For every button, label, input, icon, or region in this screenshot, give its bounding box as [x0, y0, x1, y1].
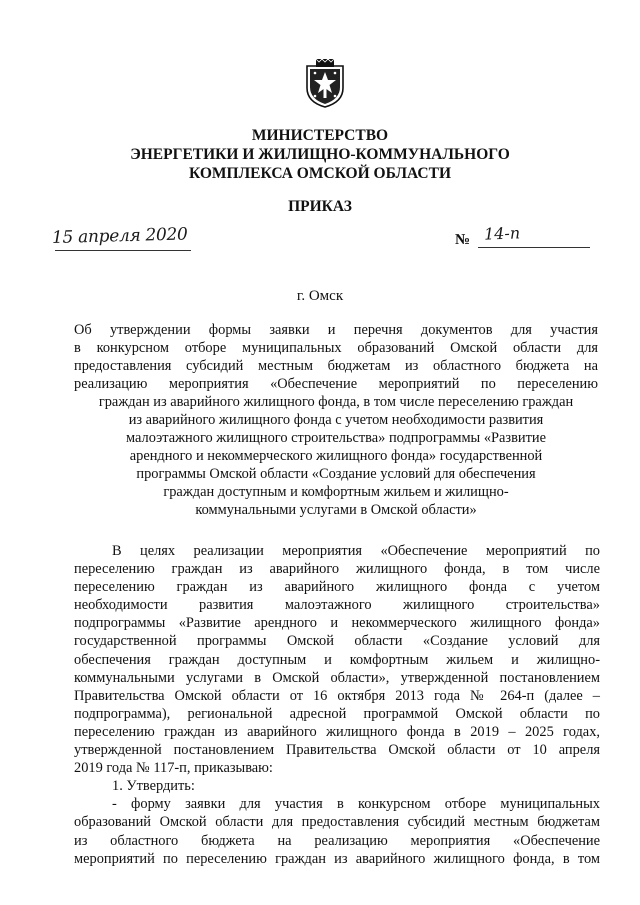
body-line: 1. Утвердить: — [112, 778, 195, 795]
subject-line: коммунальными услугами в Омской области» — [195, 502, 477, 518]
subject-line: реализацию мероприятия «Обеспечение мероприятий по переселению — [74, 376, 598, 392]
ministry-line: ЭНЕРГЕТИКИ И ЖИЛИЩНО-КОММУНАЛЬНОГО — [130, 146, 510, 163]
body-line: утвержденной постановлением Правительства Омской области от 10 апреля — [74, 742, 600, 759]
date-underline — [55, 250, 191, 251]
body-line: Правительства Омской области от 16 октября 2013 года № 264-п (далее – — [74, 687, 600, 704]
body-line: В целях реализации мероприятия «Обеспечение мероприятий по — [112, 543, 600, 559]
subject-line: предоставления субсидий местным бюджетам из областного бюджета на — [74, 358, 598, 374]
body-line: - форму заявки для участия в конкурсном отборе муниципальных — [112, 796, 600, 813]
body-line: из областного бюджета на реализацию мероприятия «Обеспечение — [74, 832, 600, 849]
order-date: 15 апреля 2020 — [51, 224, 188, 248]
body-line: коммунальными услугами в Омской области», утвержденной постановлением — [74, 669, 600, 686]
document-type: ПРИКАЗ — [288, 198, 352, 215]
number-sign: № — [455, 232, 471, 248]
subject-line: Об утверждении формы заявки и перечня документов для участия — [74, 322, 598, 338]
subject-line: из аварийного жилищного фонда с учетом необходимости развития — [128, 412, 544, 428]
body-line: переселению граждан из аварийного жилищного фонда, в том числе — [74, 561, 600, 578]
order-body — [74, 542, 600, 868]
number-underline — [478, 247, 590, 248]
body-line: подпрограмма), региональной адресной программой Омской области по — [74, 705, 600, 722]
subject-line: граждан из аварийного жилищного фонда, в том числе переселению граждан — [98, 394, 574, 410]
subject-line: арендного и некоммерческого жилищного фонда» государственной — [129, 448, 543, 464]
subject-line: граждан доступным и комфортным жильем и жилищно- — [163, 484, 509, 500]
body-line: 2019 года № 117-п, приказываю: — [74, 760, 273, 777]
body-line: переселению граждан из аварийного жилищного фонда с учетом — [74, 579, 600, 596]
order-subject — [74, 321, 598, 519]
body-line: мероприятий по переселению граждан из аварийного жилищного фонда, в том — [74, 850, 600, 867]
subject-line: малоэтажного жилищного строительства» подпрограммы «Развитие — [126, 430, 546, 446]
coat-of-arms-icon — [303, 58, 347, 108]
body-line: необходимости развития малоэтажного жилищного строительства» — [74, 597, 600, 614]
body-line: подпрограммы «Развитие арендного и некоммерческого жилищного фонда» — [74, 615, 600, 632]
body-line: образований Омской области для предоставления субсидий местным бюджетам — [74, 814, 600, 831]
ministry-line: МИНИСТЕРСТВО — [251, 127, 389, 144]
body-line: переселению граждан из аварийного жилищного фонда в 2019 – 2025 годах, — [74, 723, 600, 740]
body-line: обеспечения граждан доступным и комфортным жильем и жилищно- — [74, 651, 600, 668]
ministry-line: КОМПЛЕКСА ОМСКОЙ ОБЛАСТИ — [188, 165, 452, 182]
subject-line: в конкурсном отборе муниципальных образований Омской области для — [74, 340, 598, 356]
ministry-title — [80, 126, 560, 183]
order-number: 14-п — [483, 223, 521, 244]
city: г. Омск — [296, 288, 344, 304]
subject-line: программы Омской области «Создание условий для обеспечения — [136, 466, 536, 482]
body-line: государственной программы Омской области «Создание условий для — [74, 633, 600, 650]
